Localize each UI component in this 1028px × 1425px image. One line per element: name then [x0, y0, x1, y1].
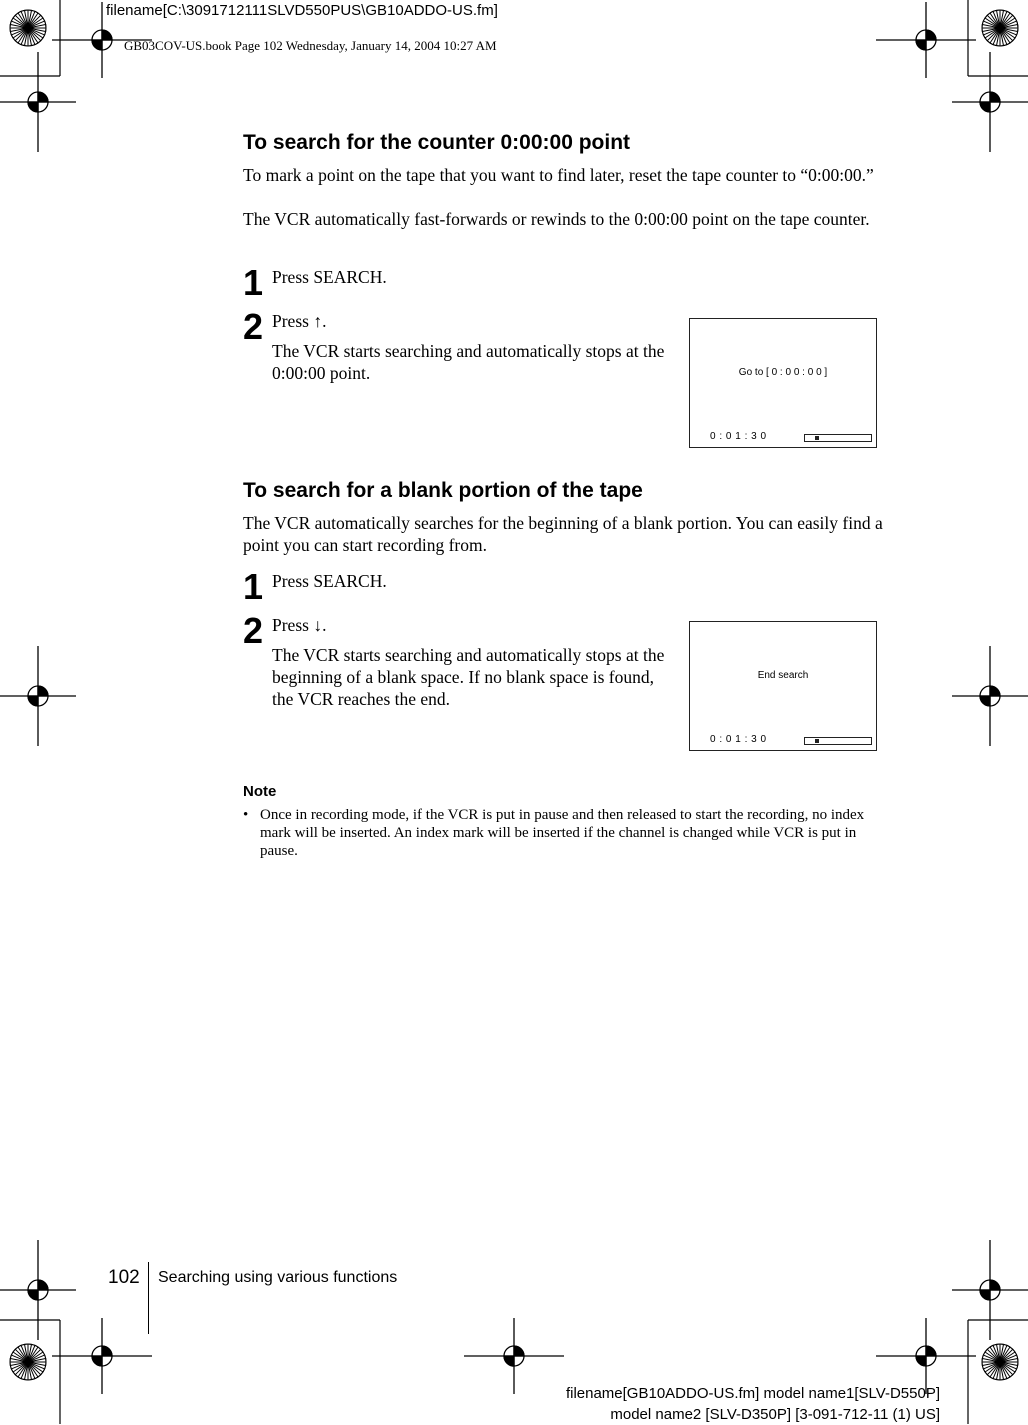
tape-counter: 0 : 0 1 : 3 0 — [710, 734, 767, 745]
section1-paragraph-2: The VCR automatically fast-forwards or rewinds to the 0:00:00 point on the tape counter. — [243, 209, 870, 229]
book-info-header: GB03COV-US.book Page 102 Wednesday, January 14, 2004 10:27 AM — [124, 38, 497, 53]
footer-divider — [148, 1262, 149, 1334]
step-number: 1 — [243, 566, 264, 607]
step-detail: The VCR starts searching and automatically stops at the 0:00:00 point. — [272, 341, 665, 383]
note-bullet: • — [243, 807, 249, 823]
footer-file-meta — [566, 1383, 940, 1425]
page-number: 102 — [108, 1267, 140, 1288]
step-text: Press ↑. — [272, 311, 327, 331]
footer-section-title: Searching using various functions — [158, 1269, 398, 1286]
step-number: 1 — [243, 262, 264, 303]
section-heading-counter-search: To search for the counter 0:00:00 point — [243, 131, 631, 154]
tape-counter: 0 : 0 1 : 3 0 — [710, 431, 767, 442]
screen-message: End search — [757, 670, 809, 681]
section-heading-blank-search: To search for a blank portion of the tape — [243, 479, 643, 502]
tape-position-bar — [804, 737, 872, 745]
tape-position-marker — [815, 739, 819, 743]
footer-meta-line-1: filename[GB10ADDO-US.fm] model name1[SLV-D550P] — [565, 1385, 940, 1402]
tv-screen-goto — [689, 318, 877, 448]
step-number: 2 — [243, 610, 264, 651]
step-text: Press SEARCH. — [272, 267, 387, 287]
step-detail: The VCR starts searching and automatically stops at the beginning of a blank space. If no blank space is found, the VCR reaches the end. — [272, 645, 665, 709]
tv-screen-end-search — [689, 621, 877, 751]
screen-message: Go to [ 0 : 0 0 : 0 0 ] — [738, 367, 828, 378]
file-path-header: filename[C:\3091712111SLVD550PUS\GB10ADDO-US.fm] — [106, 2, 498, 19]
footer-meta-line-2: model name2 [SLV-D350P] [3-091-712-11 (1) US] — [610, 1406, 940, 1423]
step-number: 2 — [243, 306, 264, 347]
section1-paragraph-1: To mark a point on the tape that you want to find later, reset the tape counter to “0:00:00.” — [243, 165, 874, 185]
tape-position-bar — [804, 434, 872, 442]
step-text: Press SEARCH. — [272, 571, 387, 591]
note-heading: Note — [243, 783, 277, 800]
note-text: Once in recording mode, if the VCR is put in pause and then released to start the recording, no index mark will be inserted. An index mark will be inserted if the channel is changed while VCR is put in pause. — [260, 807, 865, 859]
step-text: Press ↓. — [272, 615, 327, 635]
section2-paragraph-1: The VCR automatically searches for the beginning of a blank portion. You can easily find a point you can start recording from. — [243, 513, 883, 555]
tape-position-marker — [815, 436, 819, 440]
